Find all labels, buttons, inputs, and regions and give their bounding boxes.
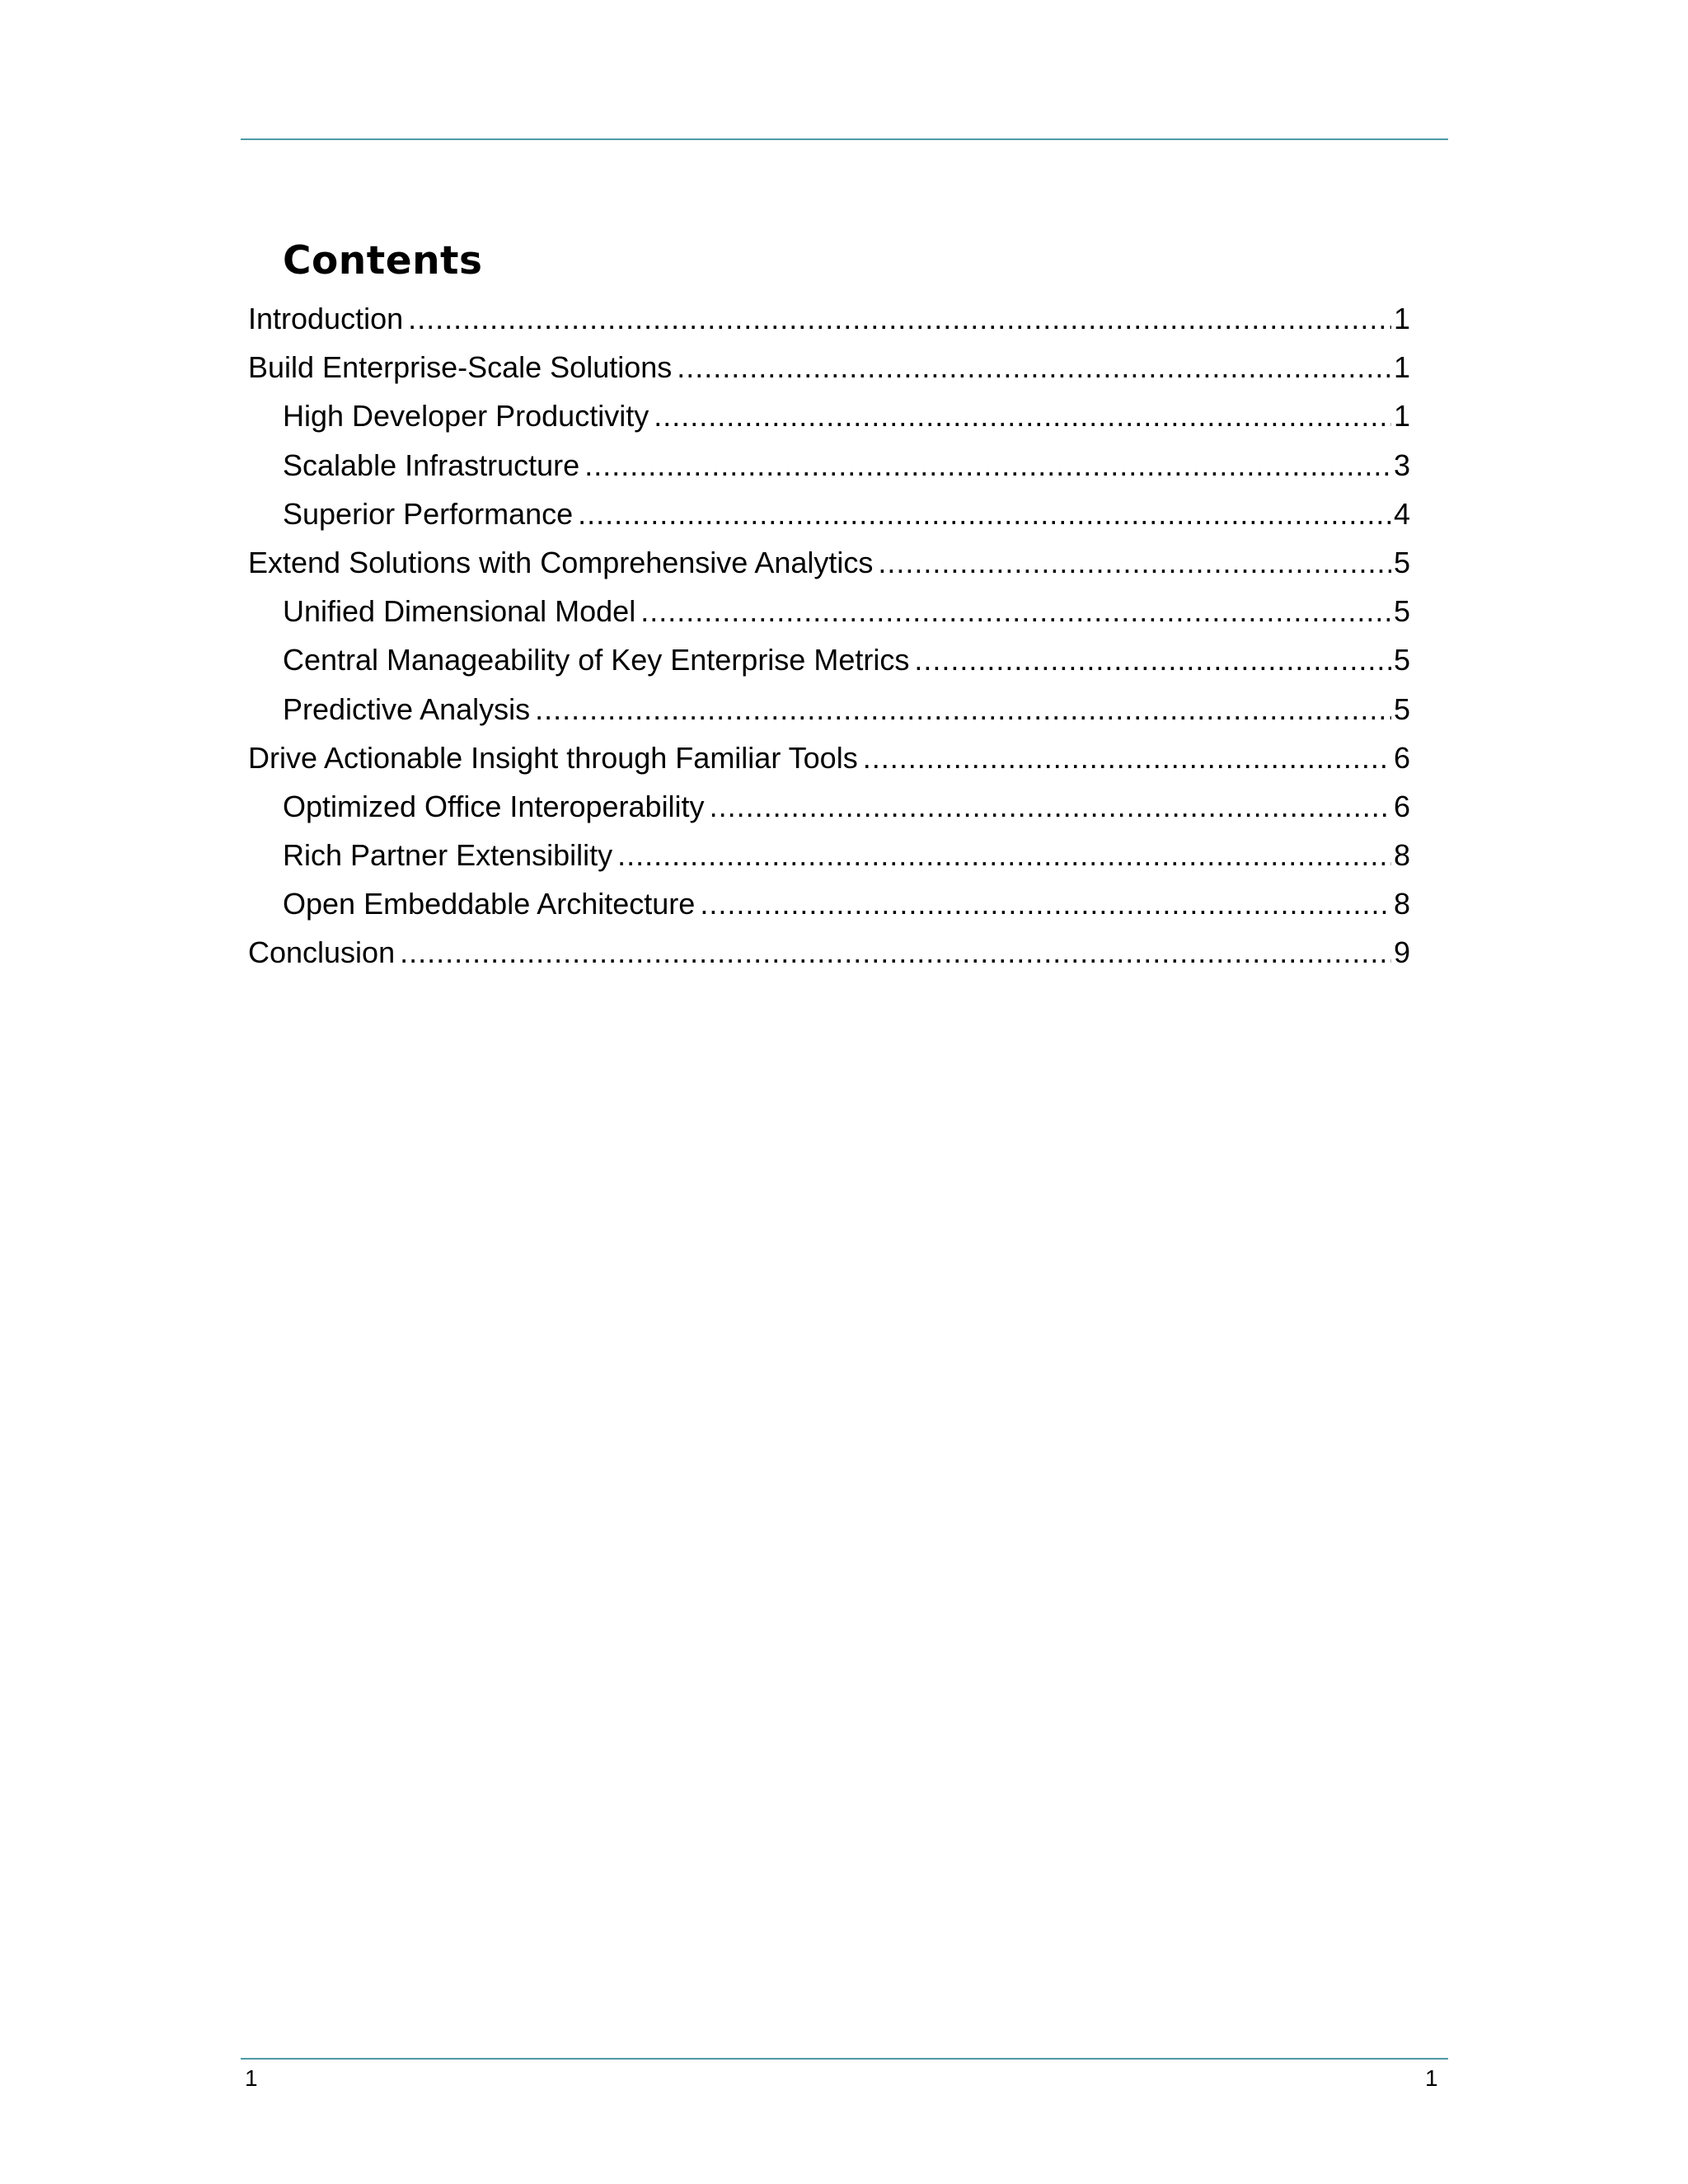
toc-entry-rich-partner-extensibility[interactable] [248, 831, 1410, 879]
toc-entry-label: Rich Partner Extensibility [283, 838, 613, 873]
toc-entry-page: 9 [1393, 935, 1410, 970]
footer-page-number-right: 1 [1425, 2065, 1438, 2091]
toc-entry-page: 5 [1393, 545, 1410, 579]
toc-entry-label: Scalable Infrastructure [283, 448, 580, 482]
toc-entry-label: Unified Dimensional Model [283, 594, 636, 629]
toc-dot-leader [617, 831, 1391, 879]
toc-entry-label: Superior Performance [283, 496, 574, 531]
toc-entry-superior-performance[interactable] [248, 490, 1410, 538]
toc-entry-page: 1 [1393, 302, 1410, 335]
toc-dot-leader [640, 587, 1391, 635]
toc-entry-label: Drive Actionable Insight through Familiar Tools [248, 740, 858, 775]
toc-entry-page: 3 [1393, 448, 1410, 482]
toc-entry-conclusion[interactable] [248, 928, 1410, 977]
toc-entry-scalable-infrastructure[interactable] [248, 441, 1410, 490]
toc-entry-label: Build Enterprise-Scale Solutions [248, 350, 673, 385]
toc-dot-leader [584, 441, 1391, 490]
toc-dot-leader [400, 928, 1391, 977]
toc-entry-central-manageability[interactable] [248, 635, 1410, 684]
toc-entry-page: 6 [1393, 740, 1410, 775]
toc-entry-predictive-analysis[interactable] [248, 685, 1410, 733]
toc-title: Contents [283, 238, 483, 284]
toc-entry-high-developer-productivity[interactable] [248, 391, 1410, 440]
toc-entry-page: 5 [1393, 643, 1410, 677]
toc-entry-label: Optimized Office Interoperability [283, 789, 705, 823]
toc-entry-page: 1 [1393, 399, 1410, 434]
toc-entry-label: High Developer Productivity [283, 399, 649, 434]
toc-entry-page: 1 [1393, 350, 1410, 385]
toc-dot-leader [535, 685, 1391, 733]
toc-dot-leader [878, 538, 1391, 587]
toc-entry-open-embeddable-architecture[interactable] [248, 879, 1410, 928]
toc-dot-leader [654, 391, 1391, 440]
toc-entry-introduction[interactable] [248, 294, 1410, 343]
toc-entry-label: Extend Solutions with Comprehensive Analytics [248, 545, 874, 579]
toc-entry-label: Conclusion [248, 935, 396, 970]
toc-entry-extend-solutions[interactable] [248, 538, 1410, 587]
toc-entry-label: Central Manageability of Key Enterprise Metrics [283, 643, 910, 677]
toc-entry-drive-actionable-insight[interactable] [248, 733, 1410, 782]
toc-dot-leader [863, 733, 1391, 782]
toc-entry-unified-dimensional-model[interactable] [248, 587, 1410, 635]
toc-dot-leader [578, 490, 1391, 538]
toc-dot-leader [677, 343, 1391, 391]
toc-entry-page: 8 [1393, 887, 1410, 921]
toc-entry-page: 6 [1393, 789, 1410, 823]
toc-entry-build-enterprise-scale-solutions[interactable] [248, 343, 1410, 391]
toc-entry-page: 5 [1393, 594, 1410, 629]
toc-entry-label: Predictive Analysis [283, 691, 531, 726]
footer-page-number-left: 1 [245, 2065, 258, 2091]
header-rule [241, 138, 1448, 140]
toc-dot-leader [408, 294, 1391, 343]
toc-entry-page: 5 [1393, 691, 1410, 726]
toc-entry-label: Open Embeddable Architecture [283, 887, 696, 921]
toc-list [248, 294, 1410, 977]
toc-dot-leader [710, 782, 1391, 831]
toc-dot-leader [914, 635, 1391, 684]
toc-entry-page: 8 [1393, 838, 1410, 873]
toc-entry-label: Introduction [248, 302, 404, 335]
toc-entry-optimized-office-interoperability[interactable] [248, 782, 1410, 831]
toc-dot-leader [700, 879, 1391, 928]
toc-entry-page: 4 [1393, 496, 1410, 531]
footer-rule [241, 2058, 1448, 2060]
